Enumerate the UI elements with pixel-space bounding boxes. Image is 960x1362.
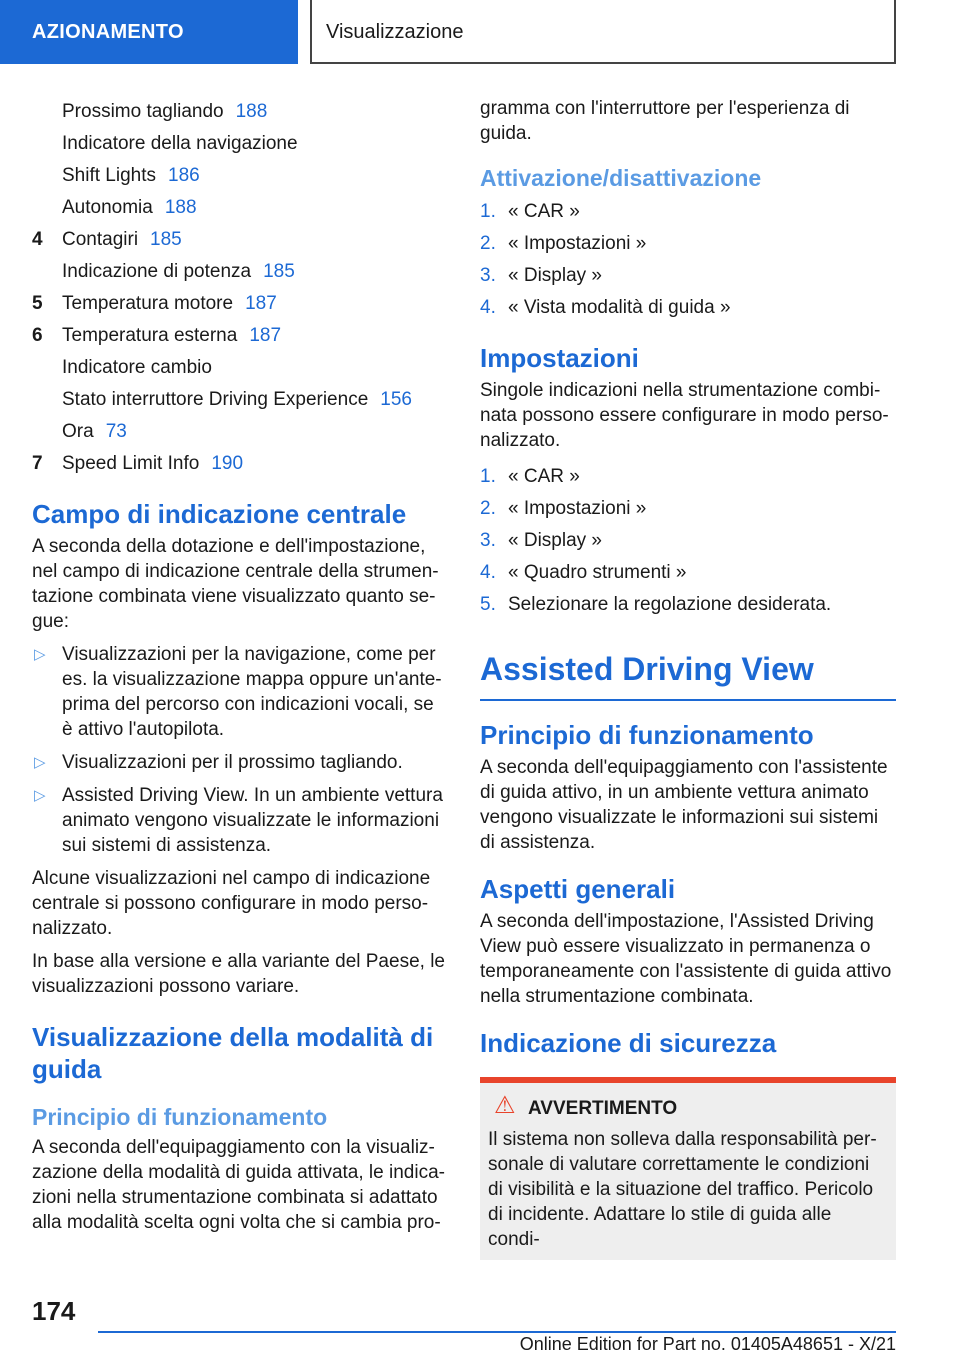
step-item [480,493,896,525]
heading-impostazioni: Impostazioni [480,343,639,373]
legend-number: 4 [32,229,43,250]
legend-text: Speed Limit Info [62,453,200,474]
step-text: « Display » [508,530,602,551]
step-item [480,589,896,621]
step-text: « Impostazioni » [508,498,647,519]
paragraph-principio: A seconda dell'equipaggiamento con l'assistente di guida attivo, in un ambiente vettura animato vengono visualizzate le informazioni sui sistemi di assistenza. [480,757,888,853]
left-column [32,96,448,1243]
warning-text: Il sistema non solleva dalla responsabilità per-sonale di valutare correttamente le condizioni di visibilità e la situazione del traffico. Pericolo di incidente. Adattare lo stile di guida alle condi- [488,1129,877,1250]
legend-number: 6 [32,325,43,346]
bullet-triangle-icon: ▷ [34,646,46,663]
legend-text: Contagiri [62,229,139,250]
legend-row [32,256,448,288]
right-column [480,96,896,1260]
legend-text: Indicazione di potenza [62,261,252,282]
heading-principio: Principio di funzionamento [480,720,814,750]
warning-box [480,1077,896,1260]
page-reference-link[interactable]: 188 [235,101,268,122]
legend-number: 7 [32,453,43,474]
legend-row [32,160,448,192]
paragraph-base: In base alla versione e alla variante del Paese, le visualizzazioni possono variare. [32,951,445,997]
page-reference-link[interactable]: 187 [245,293,277,314]
step-number: 5. [480,594,496,615]
legend-row [32,384,448,416]
legend-list [32,96,448,480]
page-reference-link[interactable]: 73 [105,421,127,442]
legend-row [32,96,448,128]
step-item [480,228,896,260]
steps-list-settings [480,461,896,621]
paragraph-continuation: gramma con l'interruttore per l'esperienza di guida. [480,98,850,144]
page-reference-link[interactable]: 187 [249,325,282,346]
legend-row [32,288,448,320]
step-text: « CAR » [508,201,580,222]
legend-text: Ora [62,421,94,442]
legend-row [32,448,448,480]
step-number: 1. [480,201,496,222]
page-reference-link[interactable]: 185 [263,261,295,282]
page-reference-link[interactable]: 185 [150,229,182,250]
legend-text: Temperatura motore [62,293,234,314]
heading-modalita: Visualizzazione della modalità di guida [32,1022,434,1084]
bullet-item [32,642,448,742]
legend-row [32,128,448,160]
step-number: 1. [480,466,496,487]
step-text: « Impostazioni » [508,233,647,254]
paragraph-aspetti: A seconda dell'impostazione, l'Assisted Driving View può essere visualizzato in permanenza o temporaneamente con l'assistente di guida attivo nella strumentazione combinata. [480,911,892,1007]
step-item [480,557,896,589]
page-reference-link[interactable]: 186 [168,165,200,186]
step-number: 4. [480,297,496,318]
warning-title-text: AVVERTIMENTO [528,1098,678,1119]
bullet-triangle-icon: ▷ [34,754,46,771]
step-item [480,196,896,228]
legend-number: 5 [32,293,43,314]
step-item [480,292,896,324]
step-number: 3. [480,530,496,551]
bullet-item [32,783,448,858]
legend-row [32,352,448,384]
legend-row [32,192,448,224]
steps-list-activation [480,196,896,324]
bullet-text: Assisted Driving View. In un ambiente vettura animato vengono visualizzate le informazioni sui sistemi di assistenza. [62,785,443,856]
bullet-text: Visualizzazioni per il prossimo tagliando. [62,752,403,773]
step-item [480,525,896,557]
page-reference-link[interactable]: 156 [380,389,412,410]
heading-campo: Campo di indicazione centrale [32,499,407,529]
topic-header: Visualizzazione [310,0,896,64]
legend-text: Shift Lights [62,165,156,186]
legend-text: Indicatore cambio [62,357,212,378]
warning-title [488,1092,888,1121]
paragraph-campo: A seconda della dotazione e dell'impostazione, nel campo di indicazione centrale della strumen-tazione combinata viene visualizzato quanto se-gue: [32,536,439,632]
legend-text: Indicatore della navigazione [62,133,298,154]
step-number: 2. [480,498,496,519]
step-item [480,461,896,493]
paragraph-impostazioni: Singole indicazioni nella strumentazione combi-nata possono essere configurare in modo perso-nalizzato. [480,380,889,451]
legend-text: Autonomia [62,197,153,218]
heading-attivazione: Attivazione/disattivazione [480,165,762,191]
heading-assisted-driving-view: Assisted Driving View [480,643,896,701]
step-item [480,260,896,292]
legend-text: Stato interruttore Driving Experience [62,389,369,410]
legend-row [32,416,448,448]
section-tab: AZIONAMENTO [0,0,298,64]
step-text: « Quadro strumenti » [508,562,687,583]
step-text: « Display » [508,265,602,286]
step-text: Selezionare la regolazione desiderata. [508,594,832,615]
legend-row [32,224,448,256]
legend-text: Prossimo tagliando [62,101,224,122]
warning-triangle-icon: ⚠ [494,1092,516,1119]
footer-divider [98,1331,896,1333]
step-text: « CAR » [508,466,580,487]
paragraph-principio: A seconda dell'equipaggiamento con la visualiz-zazione della modalità di guida attivata, le indica-zioni nella strumentazione combinata si adattato alla modalità scelta ogni volta che si cambia pro- [32,1137,445,1233]
heading-aspetti: Aspetti generali [480,874,676,904]
page-number: 174 [32,1296,76,1326]
heading-sicurezza: Indicazione di sicurezza [480,1028,777,1058]
step-number: 3. [480,265,496,286]
bullet-text: Visualizzazioni per la navigazione, come per es. la visualizzazione mappa oppure un'ante-prima del percorso con indicazioni vocali, se è attivo l'autopilota. [62,644,442,740]
page-reference-link[interactable]: 190 [211,453,244,474]
step-text: « Vista modalità di guida » [508,297,731,318]
edition-note: Online Edition for Part no. 01405A48651 - X/21 [519,1334,896,1354]
bullet-triangle-icon: ▷ [34,787,46,804]
legend-row [32,320,448,352]
step-number: 2. [480,233,496,254]
heading-principio: Principio di funzionamento [32,1104,328,1130]
bullet-item [32,750,448,775]
legend-text: Temperatura esterna [62,325,238,346]
page-reference-link[interactable]: 188 [164,197,197,218]
step-number: 4. [480,562,496,583]
paragraph-alcune: Alcune visualizzazioni nel campo di indicazione centrale si possono configurare in modo perso-nalizzato. [32,868,431,939]
